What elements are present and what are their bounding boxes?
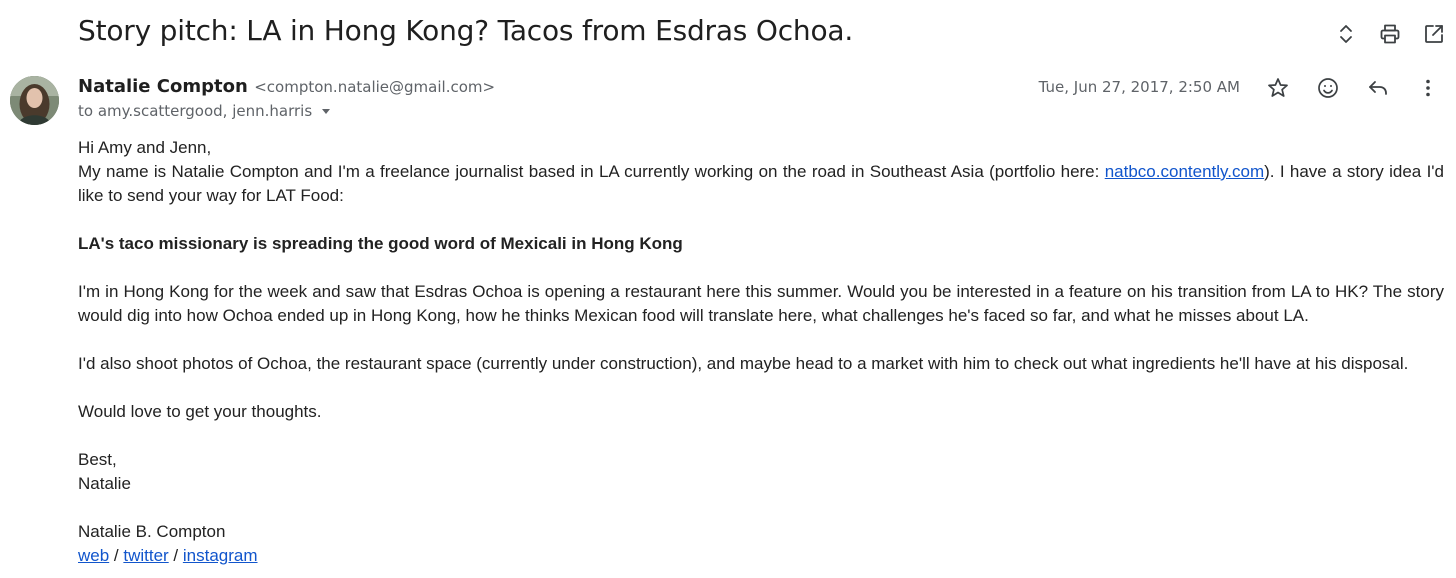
link-separator: / — [109, 546, 124, 565]
recipients-line — [78, 102, 332, 120]
sender-name[interactable]: Natalie Compton — [78, 76, 248, 97]
signature-links — [78, 544, 1444, 568]
thread-actions — [1332, 20, 1448, 48]
open-in-new-window-icon[interactable] — [1420, 20, 1448, 48]
signoff: Best, — [78, 450, 117, 469]
show-details-caret-icon[interactable] — [320, 105, 332, 117]
email-body — [78, 136, 1444, 568]
print-icon[interactable] — [1376, 20, 1404, 48]
recipients: to amy.scattergood, jenn.harris — [78, 102, 313, 120]
sender-line — [78, 76, 495, 97]
avatar[interactable] — [10, 76, 59, 125]
paragraph-thoughts: Would love to get your thoughts. — [78, 402, 322, 421]
intro-paragraph — [78, 160, 1444, 208]
signoff-name: Natalie — [78, 474, 131, 493]
twitter-link[interactable]: twitter — [123, 546, 169, 565]
reply-icon[interactable] — [1364, 74, 1392, 102]
expand-collapse-icon[interactable] — [1332, 20, 1360, 48]
paragraph-pitch: I'm in Hong Kong for the week and saw that Esdras Ochoa is opening a restaurant here this summer. Would you be interested in a feature on his transition from LA to HK? The story would dig into how Ochoa ended up in Hong Kong, how he thinks Mexican food will translate here, what challenges he's faced so far, and what he misses about LA. — [78, 282, 1444, 325]
more-vertical-icon[interactable] — [1414, 74, 1442, 102]
emoji-react-icon[interactable] — [1314, 74, 1342, 102]
portfolio-link[interactable]: natbco.contently.com — [1104, 162, 1265, 181]
intro-text: My name is Natalie Compton and I'm a freelance journalist based in LA currently working on the road in Southeast Asia (portfolio here: — [78, 162, 1105, 181]
signature-name: Natalie B. Compton — [78, 522, 226, 541]
message-actions — [1264, 74, 1442, 102]
message-date: Tue, Jun 27, 2017, 2:50 AM — [1038, 78, 1240, 96]
instagram-link[interactable]: instagram — [182, 546, 258, 565]
web-link[interactable]: web — [78, 546, 110, 565]
star-icon[interactable] — [1264, 74, 1292, 102]
link-separator: / — [168, 546, 183, 565]
story-headline-text: LA's taco missionary is spreading the good word of Mexicali in Hong Kong — [78, 234, 683, 253]
avatar-photo — [10, 76, 59, 125]
paragraph-photos: I'd also shoot photos of Ochoa, the restaurant space (currently under construction), and maybe head to a market with him to check out what ingredients he'll have at his disposal. — [78, 354, 1409, 373]
greeting: Hi Amy and Jenn, — [78, 138, 212, 157]
intro-text-end: ). I have a story idea I'd like to send your way for LAT Food: — [78, 162, 1444, 205]
email-subject: Story pitch: LA in Hong Kong? Tacos from Esdras Ochoa. — [78, 14, 854, 47]
sender-email: <compton.natalie@gmail.com> — [254, 78, 496, 96]
story-headline — [78, 232, 1444, 256]
